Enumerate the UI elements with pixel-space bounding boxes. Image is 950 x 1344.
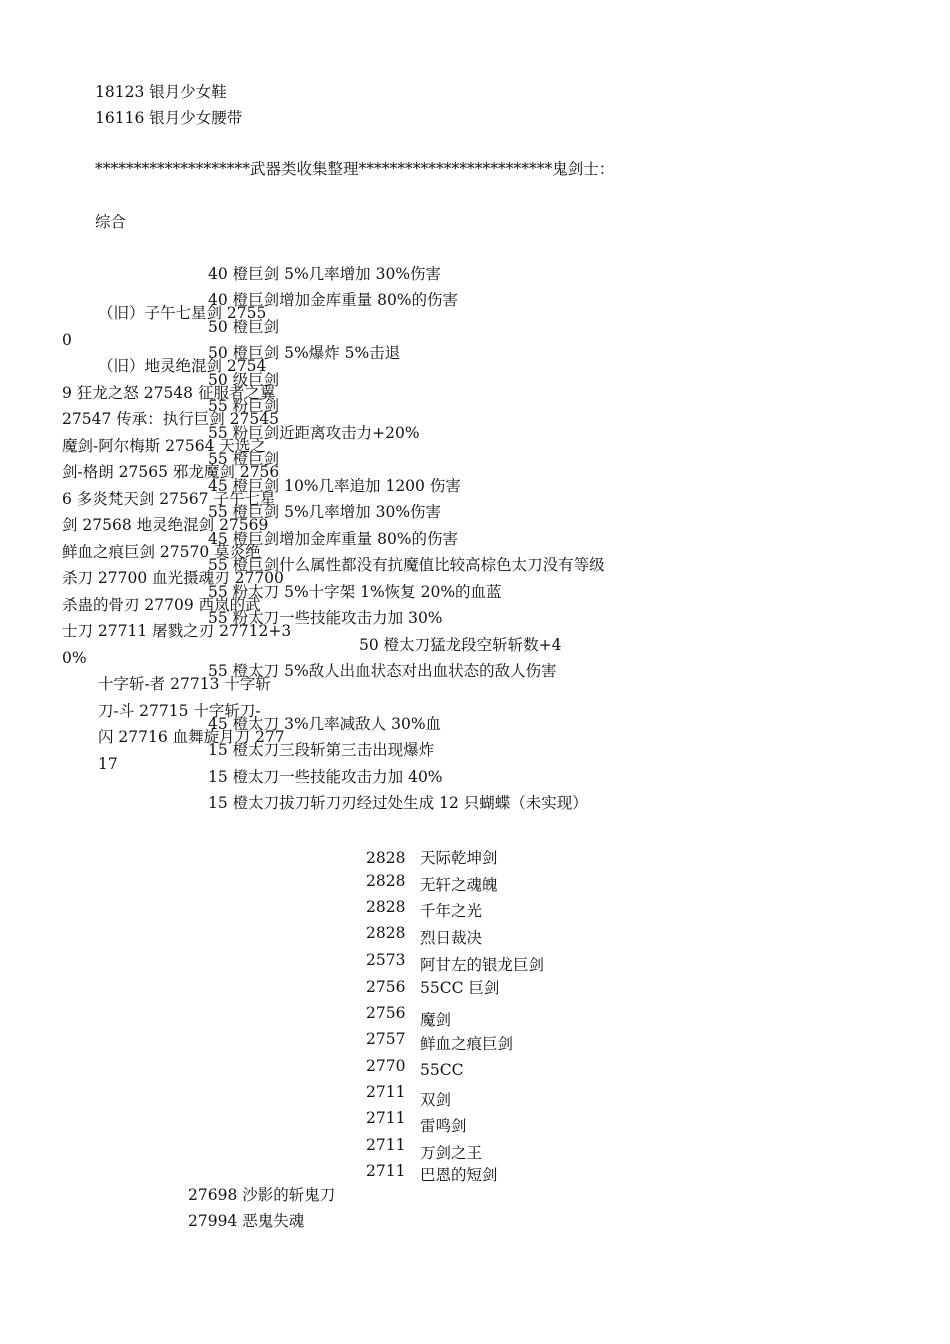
section-subheader: 综合 [95, 213, 127, 231]
left-line: 27547 传承：执行巨剑 27545 [62, 410, 279, 428]
weapon-line: 45 橙太刀 3%几率减敌人 30%血 [208, 715, 442, 733]
weapon-line: 15 橙太刀拔刀斩刀刃经过处生成 12 只蝴蝶（未实现） [208, 794, 588, 812]
item-code: 2828 [366, 898, 406, 916]
left-line: 杀蛊的骨刃 27709 西岚的武 [62, 595, 261, 614]
left-line: 0 [62, 330, 72, 349]
item-code: 2828 [366, 872, 406, 890]
item-code: 2828 [366, 924, 406, 942]
weapon-line: 55 橙太刀 5%敌人出血状态对出血状态的敌人伤害 [208, 662, 557, 680]
item-name: 千年之光 [420, 902, 483, 920]
weapon-line: 15 橙太刀三段斩第三击出现爆炸 [208, 741, 435, 759]
left-line: 17 [98, 754, 118, 773]
bottom-item-2: 27994 恶鬼失魂 [188, 1212, 305, 1230]
item-name: 万剑之王 [420, 1144, 483, 1162]
item-code: 2756 [366, 1004, 406, 1022]
weapon-line: 40 橙巨剑增加金库重量 80%的伤害 [208, 291, 459, 309]
left-line: 鲜血之痕巨剑 27570 莫炎绝 [62, 542, 261, 561]
item-code: 2757 [366, 1030, 406, 1048]
weapon-line: 55 粉太刀 5%十字架 1%恢复 20%的血蓝 [208, 583, 502, 601]
weapon-line: 55 橙巨剑 [208, 450, 280, 468]
item-name: 天际乾坤剑 [420, 849, 498, 867]
left-line: （旧）地灵绝混剑 2754 [98, 357, 267, 375]
item-name: 烈日裁决 [420, 929, 483, 947]
item-code: 2711 [366, 1162, 406, 1180]
weapon-line: 45 橙巨剑增加金库重量 80%的伤害 [208, 530, 459, 548]
weapon-line: 50 级巨剑 [208, 371, 280, 389]
weapon-line: 50 橙巨剑 5%爆炸 5%击退 [208, 344, 401, 362]
item-name: 巴恩的短剑 [420, 1166, 498, 1184]
top-item-2: 16116 银月少女腰带 [95, 109, 243, 127]
item-name: 无轩之魂魄 [420, 876, 498, 894]
item-code: 2573 [366, 951, 406, 969]
item-code: 2770 [366, 1057, 406, 1075]
left-line: 6 多炎梵天剑 27567 子午七星 [62, 489, 276, 508]
left-line: 0% [62, 648, 87, 667]
item-name: 雷鸣剑 [420, 1117, 467, 1135]
left-line: 十字斩-者 27713 十字斩 [98, 675, 271, 693]
weapon-line: 40 橙巨剑 5%几率增加 30%伤害 [208, 265, 442, 283]
item-code: 2711 [366, 1109, 406, 1127]
weapon-line: 15 橙太刀一些技能攻击力加 40% [208, 768, 443, 786]
left-line: （旧）子午七星剑 2755 [98, 304, 267, 322]
item-name: 鲜血之痕巨剑 [420, 1035, 514, 1053]
weapon-line: 50 橙太刀猛龙段空斩斩数+4 [359, 636, 562, 654]
weapon-line: 55 橙巨剑 5%几率增加 30%伤害 [208, 503, 442, 521]
weapon-line: 55 粉巨剑 [208, 397, 280, 415]
bottom-item-1: 27698 沙影的斩鬼刀 [188, 1186, 336, 1204]
left-line: 杀刀 27700 血光摄魂刃 27700 [62, 569, 284, 587]
left-line: 刀-斗 27715 十字斩刀- [98, 701, 261, 720]
left-line: 士刀 27711 屠戮之刃 27712+3 [62, 622, 292, 640]
item-code: 2828 [366, 849, 406, 867]
left-line: 闪 27716 血舞旋月刀 277 [98, 728, 285, 746]
item-code: 2711 [366, 1136, 406, 1154]
weapon-line: 55 粉巨剑近距离攻击力+20% [208, 424, 420, 442]
item-name: 双剑 [420, 1091, 452, 1109]
item-name: 55CC 巨剑 [420, 979, 500, 997]
left-line: 魔剑-阿尔梅斯 27564 天选之 [62, 436, 266, 455]
left-line: 9 狂龙之怒 27548 征服者之翼 [62, 383, 276, 402]
left-line: 剑 27568 地灵绝混剑 27569 [62, 516, 269, 534]
item-name: 阿甘左的银龙巨剑 [420, 956, 545, 974]
left-line: 剑-格朗 27565 邪龙魔剑 2756 [62, 463, 280, 481]
weapon-line: 55 橙巨剑什么属性都没有抗魔值比较高棕色太刀没有等级 [208, 556, 605, 574]
item-name: 魔剑 [420, 1011, 452, 1029]
section-header: ********************武器类收集整理*************************鬼剑士： [95, 160, 615, 178]
item-code: 2756 [366, 978, 406, 996]
weapon-line: 50 橙巨剑 [208, 318, 280, 336]
weapon-line: 45 橙巨剑 10%几率追加 1200 伤害 [208, 477, 461, 495]
weapon-line: 55 粉太刀一些技能攻击力加 30% [208, 609, 443, 627]
top-item-1: 18123 银月少女鞋 [95, 83, 227, 101]
item-code: 2711 [366, 1083, 406, 1101]
item-name: 55CC [420, 1061, 464, 1079]
